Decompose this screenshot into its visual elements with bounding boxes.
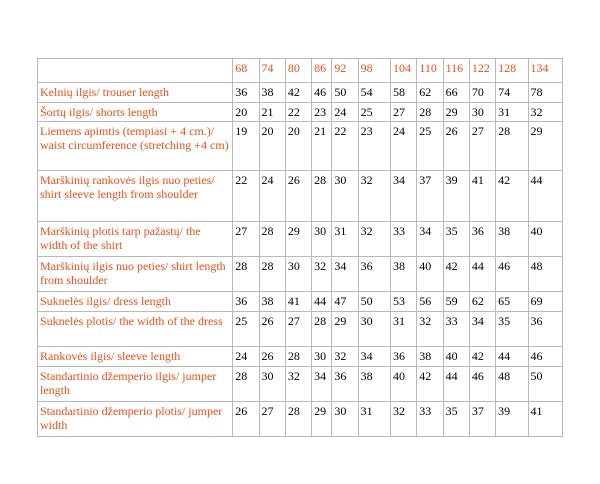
measurement-value: 32	[332, 347, 358, 367]
measurement-value: 24	[390, 122, 416, 171]
measurement-value: 42	[496, 171, 528, 222]
size-table	[37, 58, 563, 437]
measurement-value: 37	[469, 402, 495, 437]
measurement-value: 48	[528, 257, 562, 292]
measurement-value: 22	[285, 103, 311, 122]
measurement-value: 58	[390, 83, 416, 103]
measurement-value: 29	[332, 312, 358, 347]
measurement-value: 27	[469, 122, 495, 171]
measurement-value: 38	[390, 257, 416, 292]
measurement-value: 28	[259, 222, 285, 257]
measurement-value: 74	[496, 83, 528, 103]
size-header-row	[38, 59, 563, 83]
measurement-value: 46	[528, 347, 562, 367]
measurement-value: 36	[332, 367, 358, 402]
measurement-value: 20	[233, 103, 259, 122]
measurement-value: 78	[528, 83, 562, 103]
measurement-row	[38, 103, 563, 122]
measurement-value: 37	[417, 171, 443, 222]
measurement-label: Suknelės ilgis/ dress length	[38, 292, 233, 312]
measurement-value: 25	[358, 103, 390, 122]
measurement-value: 42	[443, 257, 469, 292]
measurement-label: Marškinių plotis tarp pažastų/ the width of the shirt	[38, 222, 233, 257]
measurement-label: Standartinio džemperio ilgis/ jumper length	[38, 367, 233, 402]
measurement-value: 65	[496, 292, 528, 312]
measurement-label: Liemens apimtis (tempiasi + 4 cm.)/ waist circumference (stretching +4 cm)	[38, 122, 233, 171]
measurement-value: 32	[358, 171, 390, 222]
measurement-label: Suknelės plotis/ the width of the dress	[38, 312, 233, 347]
measurement-row	[38, 347, 563, 367]
measurement-value: 34	[332, 257, 358, 292]
measurement-value: 53	[390, 292, 416, 312]
measurement-value: 34	[312, 367, 332, 402]
measurement-value: 62	[417, 83, 443, 103]
measurement-value: 23	[312, 103, 332, 122]
measurement-value: 40	[528, 222, 562, 257]
measurement-value: 28	[312, 312, 332, 347]
measurement-value: 22	[332, 122, 358, 171]
measurement-value: 27	[259, 402, 285, 437]
measurement-value: 34	[469, 312, 495, 347]
measurement-value: 46	[312, 83, 332, 103]
measurement-value: 30	[332, 402, 358, 437]
measurement-value: 22	[233, 171, 259, 222]
measurement-value: 44	[496, 347, 528, 367]
measurement-value: 38	[259, 83, 285, 103]
measurement-value: 28	[312, 171, 332, 222]
measurement-label: Marškinių rankovės ilgis nuo peties/ shirt sleeve length from shoulder	[38, 171, 233, 222]
measurement-value: 31	[496, 103, 528, 122]
header-corner-cell	[38, 59, 233, 83]
measurement-value: 38	[259, 292, 285, 312]
measurement-value: 26	[259, 312, 285, 347]
measurement-value: 38	[358, 367, 390, 402]
measurement-value: 28	[233, 257, 259, 292]
measurement-value: 48	[496, 367, 528, 402]
measurement-value: 50	[332, 83, 358, 103]
size-header-cell: 134	[528, 59, 562, 83]
size-header-cell: 92	[332, 59, 358, 83]
measurement-value: 26	[443, 122, 469, 171]
measurement-value: 24	[332, 103, 358, 122]
measurement-value: 34	[390, 171, 416, 222]
measurement-value: 42	[285, 83, 311, 103]
measurement-value: 29	[528, 122, 562, 171]
measurement-value: 35	[443, 222, 469, 257]
measurement-value: 30	[469, 103, 495, 122]
measurement-value: 36	[233, 292, 259, 312]
size-header-cell: 110	[417, 59, 443, 83]
measurement-value: 44	[469, 257, 495, 292]
measurement-value: 40	[443, 347, 469, 367]
measurement-value: 20	[259, 122, 285, 171]
measurement-value: 30	[312, 222, 332, 257]
measurement-value: 24	[259, 171, 285, 222]
measurement-value: 54	[358, 83, 390, 103]
measurement-value: 26	[285, 171, 311, 222]
measurement-row	[38, 402, 563, 437]
measurement-value: 21	[312, 122, 332, 171]
size-header-cell: 116	[443, 59, 469, 83]
measurement-value: 42	[469, 347, 495, 367]
measurement-value: 34	[417, 222, 443, 257]
measurement-value: 32	[285, 367, 311, 402]
measurement-value: 31	[358, 402, 390, 437]
measurement-row	[38, 257, 563, 292]
measurement-value: 39	[496, 402, 528, 437]
measurement-value: 70	[469, 83, 495, 103]
size-header-cell: 128	[496, 59, 528, 83]
measurement-value: 46	[469, 367, 495, 402]
measurement-value: 31	[332, 222, 358, 257]
measurement-value: 28	[285, 402, 311, 437]
measurement-value: 31	[390, 312, 416, 347]
measurement-row	[38, 222, 563, 257]
measurement-row	[38, 83, 563, 103]
size-header-cell: 80	[285, 59, 311, 83]
measurement-value: 27	[285, 312, 311, 347]
measurement-value: 36	[358, 257, 390, 292]
measurement-value: 40	[417, 257, 443, 292]
measurement-value: 26	[233, 402, 259, 437]
size-header-cell: 122	[469, 59, 495, 83]
measurement-row	[38, 367, 563, 402]
size-table-body	[38, 59, 563, 437]
measurement-value: 28	[233, 367, 259, 402]
measurement-value: 24	[233, 347, 259, 367]
measurement-value: 50	[528, 367, 562, 402]
measurement-value: 35	[496, 312, 528, 347]
measurement-value: 36	[390, 347, 416, 367]
measurement-value: 34	[358, 347, 390, 367]
measurement-value: 25	[233, 312, 259, 347]
measurement-label: Marškinių ilgis nuo peties/ shirt length from shoulder	[38, 257, 233, 292]
measurement-label: Standartinio džemperio plotis/ jumper width	[38, 402, 233, 437]
measurement-value: 30	[332, 171, 358, 222]
measurement-value: 62	[469, 292, 495, 312]
measurement-value: 28	[417, 103, 443, 122]
size-header-cell: 86	[312, 59, 332, 83]
measurement-value: 50	[358, 292, 390, 312]
measurement-value: 36	[233, 83, 259, 103]
measurement-label: Kelnių ilgis/ trouser length	[38, 83, 233, 103]
measurement-value: 32	[390, 402, 416, 437]
measurement-value: 20	[285, 122, 311, 171]
size-header-cell: 98	[358, 59, 390, 83]
measurement-value: 41	[469, 171, 495, 222]
measurement-value: 69	[528, 292, 562, 312]
measurement-value: 27	[390, 103, 416, 122]
measurement-value: 28	[285, 347, 311, 367]
measurement-value: 30	[285, 257, 311, 292]
size-header-cell: 68	[233, 59, 259, 83]
measurement-row	[38, 292, 563, 312]
measurement-value: 26	[259, 347, 285, 367]
measurement-value: 41	[528, 402, 562, 437]
measurement-value: 19	[233, 122, 259, 171]
measurement-value: 23	[358, 122, 390, 171]
measurement-value: 29	[285, 222, 311, 257]
measurement-value: 59	[443, 292, 469, 312]
measurement-value: 30	[259, 367, 285, 402]
measurement-value: 39	[443, 171, 469, 222]
measurement-value: 41	[285, 292, 311, 312]
measurement-value: 44	[528, 171, 562, 222]
measurement-value: 36	[528, 312, 562, 347]
measurement-value: 42	[417, 367, 443, 402]
measurement-value: 33	[417, 402, 443, 437]
measurement-value: 66	[443, 83, 469, 103]
measurement-value: 33	[390, 222, 416, 257]
measurement-value: 36	[469, 222, 495, 257]
measurement-value: 29	[443, 103, 469, 122]
measurement-value: 35	[443, 402, 469, 437]
measurement-value: 32	[417, 312, 443, 347]
measurement-value: 28	[259, 257, 285, 292]
measurement-value: 25	[417, 122, 443, 171]
measurement-value: 32	[358, 222, 390, 257]
size-header-cell: 104	[390, 59, 416, 83]
measurement-value: 47	[332, 292, 358, 312]
size-chart	[37, 58, 563, 437]
measurement-value: 46	[496, 257, 528, 292]
measurement-label: Rankovės ilgis/ sleeve length	[38, 347, 233, 367]
measurement-value: 30	[358, 312, 390, 347]
measurement-value: 29	[312, 402, 332, 437]
measurement-value: 38	[496, 222, 528, 257]
measurement-value: 38	[417, 347, 443, 367]
measurement-row	[38, 122, 563, 171]
measurement-value: 44	[443, 367, 469, 402]
measurement-value: 40	[390, 367, 416, 402]
measurement-label: Šortų ilgis/ shorts length	[38, 103, 233, 122]
measurement-value: 28	[496, 122, 528, 171]
measurement-value: 33	[443, 312, 469, 347]
measurement-value: 27	[233, 222, 259, 257]
measurement-row	[38, 171, 563, 222]
measurement-value: 30	[312, 347, 332, 367]
measurement-value: 44	[312, 292, 332, 312]
measurement-value: 56	[417, 292, 443, 312]
measurement-value: 32	[528, 103, 562, 122]
measurement-value: 32	[312, 257, 332, 292]
measurement-value: 21	[259, 103, 285, 122]
size-header-cell: 74	[259, 59, 285, 83]
measurement-row	[38, 312, 563, 347]
